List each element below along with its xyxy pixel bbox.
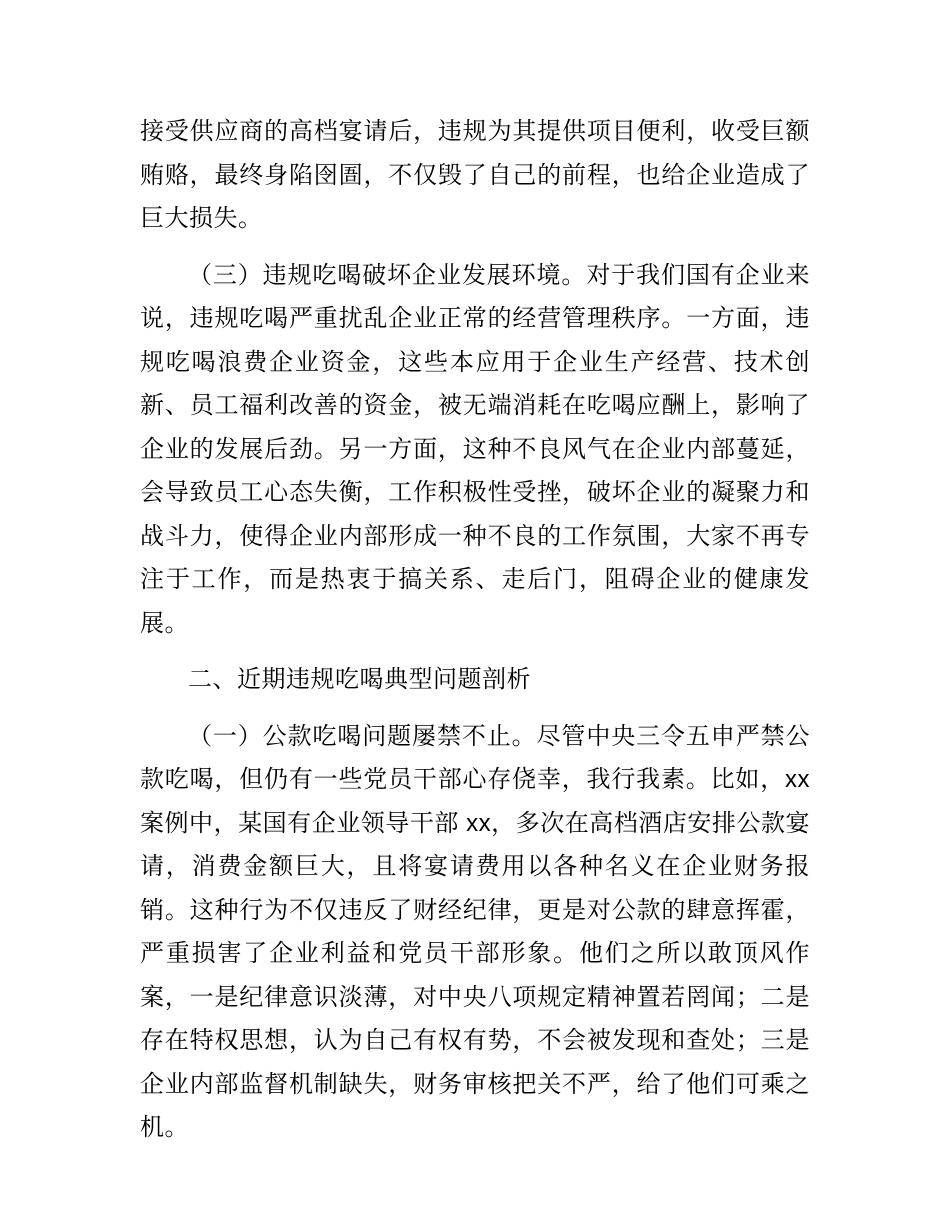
section-heading: 二、近期违规吃喝典型问题剖析 xyxy=(188,666,531,693)
paragraph-section-3: （三）违规吃喝破坏企业发展环境。对于我们国有企业来说，违规吃喝严重扰乱企业正常的经营管理秩序。一方面，违规吃喝浪费企业资金，这些本应用于企业生产经营、技术创新、员工福利改善的资金，被无端消耗在吃喝应酬上，影响了企业的发展后劲。另一方面，这种不良风气在企业内部蔓延，会导致员工心态失衡，工作积极性受挫，破坏企业的凝聚力和战斗力，使得企业内部形成一种不良的工作氛围，大家不再专注于工作，而是热衷于搞关系、走后门，阻碍企业的健康发展。 xyxy=(140,261,810,637)
paragraph-continuation: 接受供应商的高档宴请后，违规为其提供项目便利，收受巨额贿赂，最终身陷囹圄，不仅毁了自己的前程，也给企业造成了巨大损失。 xyxy=(140,118,810,232)
paragraph-section-1: （一）公款吃喝问题屡禁不止。尽管中央三令五申严禁公款吃喝，但仍有一些党员干部心存侥幸，我行我素。比如，xx 案例中，某国有企业领导干部 xx，多次在高档酒店安排公款宴请，消费金额巨大，且将宴请费用以各种名义在企业财务报销。这种行为不仅违反了财经纪律，更是对公款的肆意挥霍，严重损害了企业利益和党员干部形象。他们之所以敢顶风作案，一是纪律意识淡薄，对中央八项规定精神置若罔闻；二是存在特权思想，认为自己有权有势，不会被发现和查处；三是企业内部监督机制缺失，财务审核把关不严，给了他们可乘之机。 xyxy=(140,722,810,1141)
document-body xyxy=(140,110,810,1150)
